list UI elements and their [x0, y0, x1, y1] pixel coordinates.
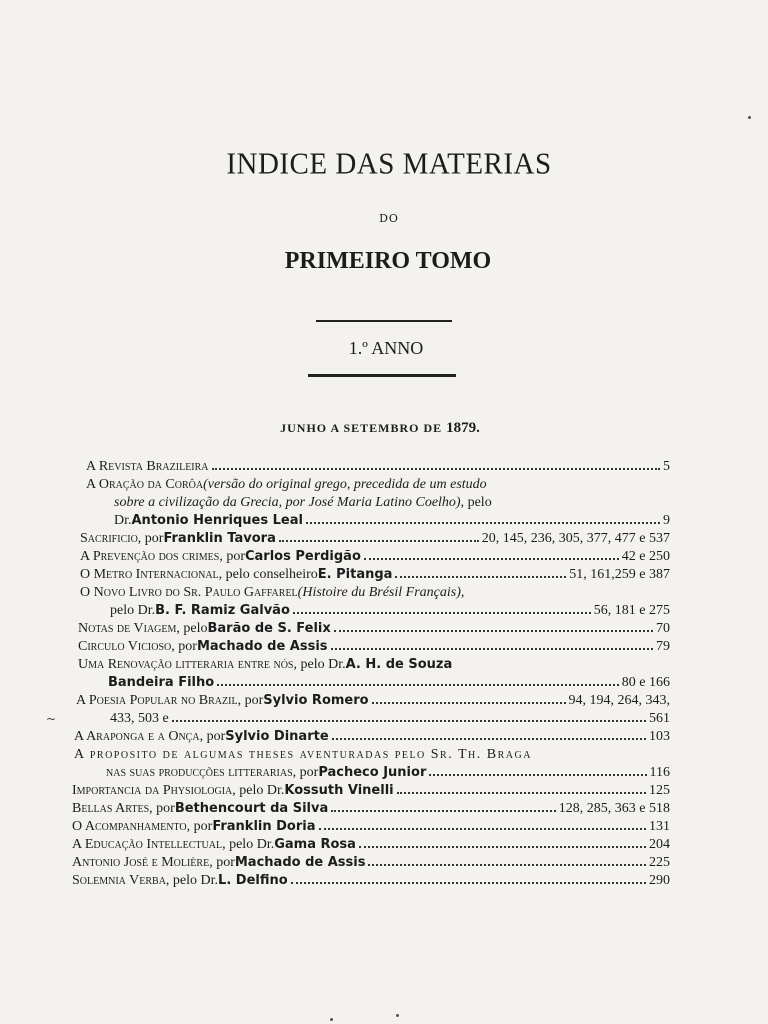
leader-dots — [332, 728, 646, 740]
toc-author: L. Delfino — [218, 873, 288, 888]
page-subtitle: PRIMEIRO TOMO — [284, 248, 492, 274]
page-title: INDICE DAS MATERIAS — [226, 147, 552, 181]
toc-line — [72, 872, 670, 890]
toc-author: Kossuth Vinelli — [284, 783, 394, 798]
toc-text: Dr. — [114, 513, 132, 528]
toc-title: A Revista Brazileira — [86, 459, 209, 474]
toc-title: A Poesia Popular no Brazil — [76, 693, 238, 708]
leader-dots — [279, 530, 479, 542]
toc-text: , por — [171, 639, 197, 654]
toc-title: Solemnia Verba — [72, 873, 166, 888]
toc-line — [114, 512, 670, 530]
leader-dots — [372, 692, 566, 704]
toc-line — [110, 602, 670, 620]
toc-note: (versão do original grego, precedida de um estudo — [203, 477, 487, 492]
toc-title: O Acompanhamento — [72, 819, 187, 834]
toc-line — [80, 530, 670, 548]
toc-title: Sacrificio — [80, 531, 138, 546]
toc-text: , pelo Dr. — [222, 837, 275, 852]
toc-line — [108, 674, 670, 692]
toc-page: 79 — [656, 639, 670, 654]
toc-text: , pelo — [176, 621, 208, 636]
toc-author: Sylvio Romero — [263, 693, 369, 708]
speck — [330, 1018, 333, 1021]
toc-line — [86, 458, 670, 476]
toc-page: 225 — [649, 855, 670, 870]
toc-line — [78, 656, 670, 674]
toc-page: 290 — [649, 873, 670, 888]
toc-line — [114, 494, 670, 512]
toc-author: Machado de Assis — [234, 855, 366, 870]
leader-dots — [331, 800, 556, 812]
toc-title: A Araponga e a Onça — [74, 729, 200, 744]
period-heading — [0, 420, 760, 437]
toc-title: A Educação Intellectual — [72, 837, 223, 852]
toc-author: B. F. Ramiz Galvão — [155, 603, 290, 618]
toc-author: Sylvio Dinarte — [225, 729, 329, 744]
toc-line — [72, 800, 670, 818]
toc-title: A proposito de algumas theses aventuradas pelo Sr. Th. Braga — [74, 747, 532, 762]
toc-title: Circulo Vicioso — [78, 639, 172, 654]
toc-author: Machado de Assis — [196, 639, 328, 654]
toc-text: , pelo Dr. — [293, 657, 346, 672]
toc-line — [72, 836, 670, 854]
toc-page: 20, 145, 236, 305, 377, 477 e 537 — [481, 531, 670, 546]
toc-text: , por — [209, 855, 235, 870]
toc-text: , pelo Dr. — [232, 783, 285, 798]
toc-page: 42 e 250 — [621, 549, 670, 564]
toc-note: (Histoire du Brésil Français) — [297, 585, 461, 600]
bottom-rule — [308, 374, 456, 377]
toc-page: 103 — [649, 729, 670, 744]
toc-line — [80, 566, 670, 584]
toc-title: O Metro Internacional — [80, 567, 219, 582]
toc-line — [110, 710, 670, 728]
toc-text: pelo Dr. — [110, 603, 156, 618]
toc-page: 70 — [656, 621, 670, 636]
leader-dots — [212, 458, 660, 470]
toc-page: 131 — [649, 819, 670, 834]
toc-title: A Oração da Corôa — [86, 477, 204, 492]
toc-page: 56, 181 e 275 — [593, 603, 670, 618]
leader-dots — [172, 710, 646, 722]
toc-title: Notas de Viagem — [78, 621, 177, 636]
toc-author: Franklin Doria — [212, 819, 316, 834]
toc-page: 204 — [649, 837, 670, 852]
leader-dots — [331, 638, 653, 650]
top-rule — [316, 320, 452, 322]
toc-line — [80, 584, 670, 602]
toc-title: A Prevenção dos crimes — [80, 549, 220, 564]
toc-title: Antonio José e Molière — [72, 855, 210, 870]
toc-title: Importancia da Physiologia — [72, 783, 233, 798]
leader-dots — [368, 854, 646, 866]
leader-dots — [429, 764, 646, 776]
toc-line — [78, 620, 670, 638]
toc-page: 80 e 166 — [621, 675, 670, 690]
toc-author: Carlos Perdigão — [244, 549, 361, 564]
toc-author: Bethencourt da Silva — [174, 801, 329, 816]
toc-line — [80, 548, 670, 566]
toc-author: Bandeira Filho — [108, 675, 215, 690]
toc-line — [72, 818, 670, 836]
toc-line — [74, 728, 670, 746]
toc-page: 94, 194, 264, 343, — [568, 693, 670, 708]
leader-dots — [291, 872, 646, 884]
leader-dots — [319, 818, 647, 830]
toc-text: , — [460, 585, 465, 600]
toc-author: E. Pitanga — [317, 567, 393, 582]
period-year: 1879. — [446, 420, 480, 436]
toc-author: Gama Rosa — [274, 837, 356, 852]
toc-text: , por — [137, 531, 164, 546]
toc-line — [76, 692, 670, 710]
toc-text: , pelo conselheiro — [218, 567, 318, 582]
toc-line — [72, 854, 670, 872]
period-label: JUNHO A SETEMBRO DE — [280, 421, 443, 435]
leader-dots — [334, 620, 653, 632]
toc-author: Pacheco Junior — [318, 765, 427, 780]
toc-text: , por — [186, 819, 213, 834]
toc-text: , por — [199, 729, 226, 744]
toc-text: 433, 503 e — [110, 711, 169, 726]
toc-page: 561 — [649, 711, 670, 726]
leader-dots — [395, 566, 566, 578]
toc-text: , por — [292, 765, 319, 780]
toc-line — [86, 476, 670, 494]
toc-author: Antonio Henriques Leal — [131, 513, 303, 528]
speck — [396, 1014, 399, 1017]
toc-title: Uma Renovação litteraria entre nós — [78, 657, 294, 672]
toc-page: 5 — [663, 459, 670, 474]
margin-mark: ~ — [46, 712, 57, 726]
toc-page: 51, 161,259 e 387 — [569, 567, 670, 582]
leader-dots — [359, 836, 646, 848]
leader-dots — [293, 602, 591, 614]
leader-dots — [217, 674, 619, 686]
leader-dots — [306, 512, 660, 524]
toc-text: , por — [237, 693, 264, 708]
title-connector: DO — [379, 212, 399, 225]
toc-title: Bellas Artes — [72, 801, 150, 816]
toc-line — [74, 746, 670, 764]
toc-note: sobre a civilização da Grecia, por José Maria Latino Coelho) — [114, 495, 461, 510]
toc-page: 9 — [663, 513, 670, 528]
toc-line — [78, 638, 670, 656]
toc-text: , pelo Dr. — [165, 873, 219, 888]
toc-author: Franklin Tavora — [163, 531, 276, 546]
toc-text: , pelo — [460, 495, 492, 510]
toc-title: nas suas producções litterarias — [106, 765, 293, 780]
toc-line — [106, 764, 670, 782]
year-heading: 1.º ANNO — [348, 338, 424, 358]
toc-page: 128, 285, 363 e 518 — [558, 801, 670, 816]
leader-dots — [397, 782, 646, 794]
speck — [748, 116, 751, 119]
leader-dots — [364, 548, 619, 560]
toc-text: , por — [219, 549, 245, 564]
toc-line — [72, 782, 670, 800]
toc-page: 125 — [649, 783, 670, 798]
toc-author: A. H. de Souza — [345, 657, 453, 672]
toc-title: O Novo Livro do Sr. Paulo Gaffarel — [80, 585, 298, 600]
toc-text: , por — [149, 801, 175, 816]
toc-author: Barão de S. Felix — [207, 621, 331, 636]
toc-page: 116 — [649, 765, 670, 780]
